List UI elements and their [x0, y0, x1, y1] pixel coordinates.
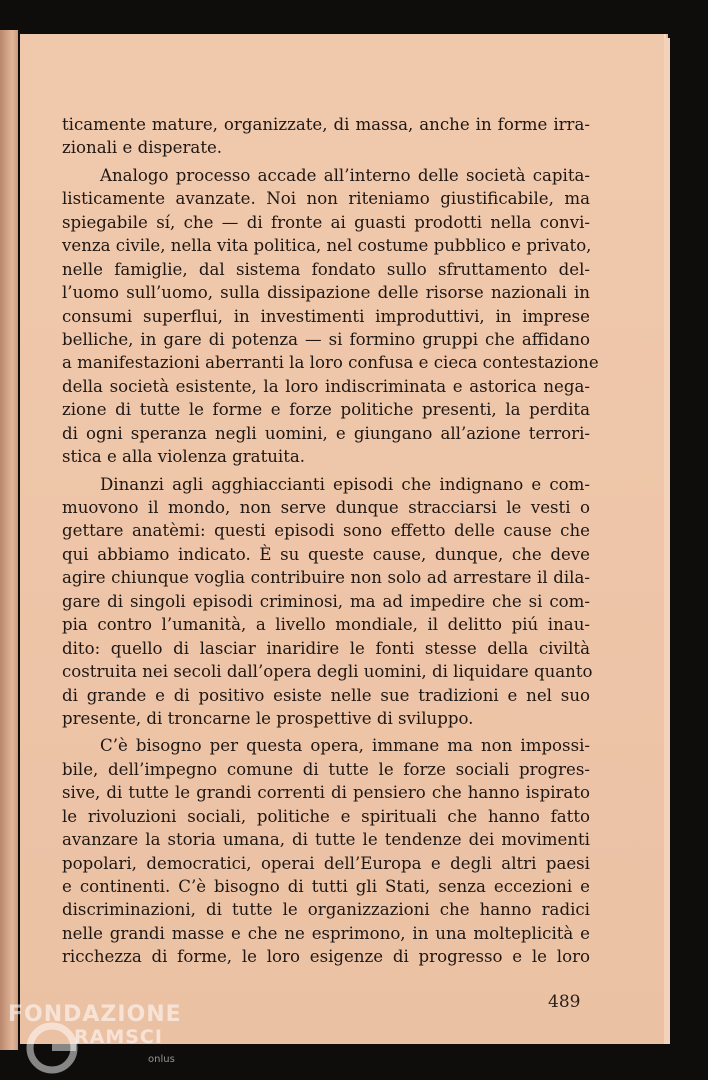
- text-line: discriminazioni, di tutte le organizzazioni che hanno radici: [62, 900, 590, 920]
- text-line: consumi superflui, in investimenti improduttivi, in imprese: [62, 306, 590, 326]
- text-line: spiegabile sí, che — di fronte ai guasti prodotti nella convi-: [62, 212, 590, 232]
- text-line: di ogni speranza negli uomini, e giungano all’azione terrori-: [62, 423, 590, 443]
- text-line: avanzare la storia umana, di tutte le tendenze dei movimenti: [62, 830, 590, 850]
- text-line: agire chiunque voglia contribuire non solo ad arrestare il dila-: [62, 568, 590, 588]
- text-line: venza civile, nella vita politica, nel costume pubblico e privato,: [62, 236, 592, 256]
- text-line: bile, dell’impegno comune di tutte le forze sociali progres-: [62, 759, 590, 779]
- paragraph: [62, 473, 593, 731]
- text-line: C’è bisogno per questa opera, immane ma non impossi-: [100, 736, 590, 756]
- text-line: presente, di troncarne le prospettive di sviluppo.: [62, 708, 474, 728]
- text-line: zionali e disperate.: [62, 138, 223, 158]
- text-line: muovono il mondo, non serve dunque stracciarsi le vesti o: [62, 498, 590, 517]
- text-line: le rivoluzioni sociali, politiche e spirituali che hanno fatto: [62, 806, 590, 826]
- text-line: nelle famiglie, dal sistema fondato sullo sfruttamento del-: [62, 259, 590, 279]
- page-number: 489: [548, 992, 581, 1012]
- paragraph: [62, 734, 590, 968]
- text-line: belliche, in gare di potenza — si formino gruppi che affidano: [62, 329, 590, 349]
- text-line: e continenti. C’è bisogno di tutti gli Stati, senza eccezioni e: [62, 877, 590, 896]
- text-line: gettare anatèmi: questi episodi sono effetto delle cause che: [62, 521, 590, 541]
- previous-page-edge: [0, 30, 18, 1050]
- text-line: zione di tutte le forme e forze politiche presenti, la perdita: [62, 400, 590, 420]
- text-line: nelle grandi masse e che ne esprimono, in una molteplicità e: [62, 923, 590, 943]
- text-line: ticamente mature, organizzate, di massa, anche in forme irra-: [62, 115, 590, 134]
- text-line: di grande e di positivo esiste nelle sue tradizioni e nel suo: [62, 685, 590, 705]
- text-line: popolari, democratici, operai dell’Europa e degli altri paesi: [62, 853, 590, 873]
- watermark-logo: [4, 1000, 194, 1080]
- text-line: pia contro l’umanità, a livello mondiale, il delitto piú inau-: [62, 615, 590, 635]
- text-line: l’uomo sull’uomo, sulla dissipazione delle risorse nazionali in: [62, 283, 590, 303]
- paragraph: [62, 113, 590, 160]
- page-stack-edge: [664, 38, 670, 1044]
- text-line: dito: quello di lasciar inaridire le fonti stesse della civiltà: [62, 638, 590, 658]
- watermark-gramsci: RAMSCI: [74, 1026, 163, 1048]
- text-line: ricchezza di forme, le loro esigenze di progresso e le loro: [62, 947, 590, 967]
- text-line: qui abbiamo indicato. È su queste cause, dunque, che deve: [62, 544, 590, 564]
- text-line: sive, di tutte le grandi correnti di pensiero che hanno ispirato: [62, 783, 590, 803]
- gramsci-g-logo-icon: [24, 1020, 80, 1076]
- text-line: costruita nei secoli dall’opera degli uomini, di liquidare quanto: [62, 662, 593, 682]
- text-line: listicamente avanzate. Noi non riteniamo giustificabile, ma: [62, 189, 590, 209]
- text-line: Dinanzi agli agghiaccianti episodi che indignano e com-: [100, 474, 590, 494]
- watermark-fondazione: FONDAZIONE: [8, 1002, 182, 1027]
- text-line: della società esistente, la loro indiscriminata e astorica nega-: [62, 376, 590, 396]
- paragraph: [62, 164, 599, 469]
- text-line: stica e alla violenza gratuita.: [62, 447, 306, 467]
- text-line: gare di singoli episodi criminosi, ma ad impedire che si com-: [62, 591, 590, 611]
- body-text: [62, 113, 599, 973]
- text-line: a manifestazioni aberranti la loro confusa e cieca contestazione: [62, 353, 599, 373]
- watermark-onlus: onlus: [148, 1054, 175, 1065]
- text-line: Analogo processo accade all’interno delle società capita-: [100, 165, 590, 185]
